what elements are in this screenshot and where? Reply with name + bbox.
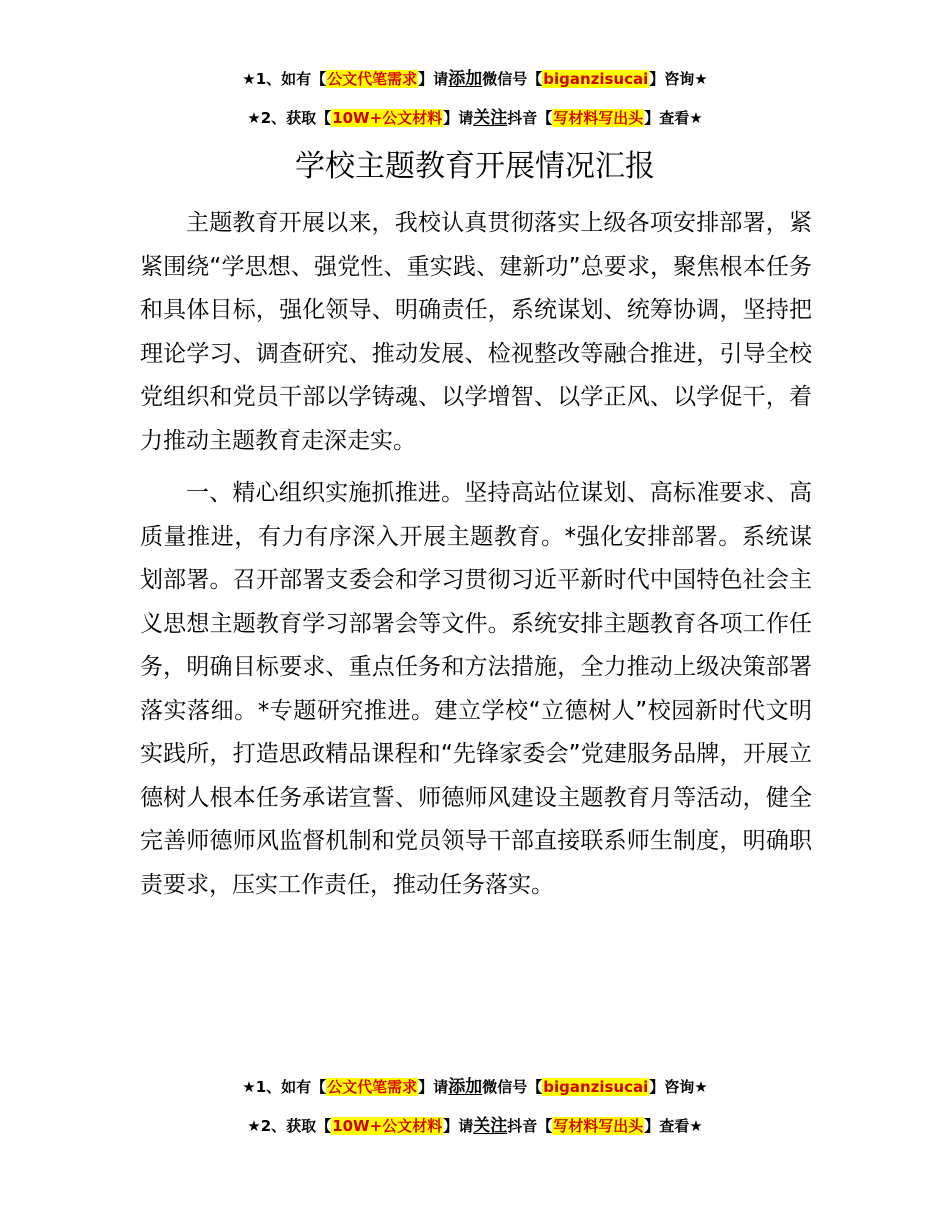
promo-text: 微信号【 [482,1078,543,1096]
promo-highlight-materials: 10W+公文材料 [332,1117,443,1135]
promo-prefix: ★2、获取【 [247,1117,332,1135]
promo-prefix: ★1、如有【 [242,70,327,88]
promo-highlight-materials: 10W+公文材料 [332,109,443,127]
promo-highlight-service: 公文代笔需求 [327,70,418,88]
promo-highlight-service: 公文代笔需求 [327,1078,418,1096]
promo-highlight-wechat-id: biganzisucai [543,70,649,88]
promo-emphasis: 添加 [448,69,483,89]
promo-text: 】请 [443,1117,474,1135]
footer-promo-line-2 [0,1115,950,1137]
header-promo-line-2 [0,107,950,129]
header-promo-line-1 [0,68,950,90]
promo-highlight-douyin-account: 写材料写出头 [553,1117,644,1135]
promo-suffix: 】咨询★ [649,70,708,88]
document-title: 学校主题教育开展情况汇报 [295,149,655,184]
promo-text: 】请 [418,70,449,88]
promo-prefix: ★1、如有【 [242,1078,327,1096]
promo-suffix: 】查看★ [644,1117,703,1135]
promo-text: 】请 [443,109,474,127]
body-paragraph-intro: 主题教育开展以来，我校认真贯彻落实上级各项安排部署，紧紧围绕“学思想、强党性、重实践、建新功”总要求，聚焦根本任务和具体目标，强化领导、明确责任，系统谋划、统筹协调，坚持把理论学习、调查研究、推动发展、检视整改等融合推进，引导全校党组织和党员干部以学铸魂、以学增智、以学正风、以学促干，着力推动主题教育走深走实。 [140,210,812,454]
promo-highlight-douyin-account: 写材料写出头 [553,109,644,127]
promo-text: 抖音【 [507,1117,553,1135]
promo-emphasis: 关注 [473,108,508,128]
promo-prefix: ★2、获取【 [247,109,332,127]
body-paragraph-section-1: 一、精心组织实施抓推进。坚持高站位谋划、高标准要求、高质量推进，有力有序深入开展主题教育。*强化安排部署。系统谋划部署。召开部署支委会和学习贯彻习近平新时代中国特色社会主义思想主题教育学习部署会等文件。系统安排主题教育各项工作任务，明确目标要求、重点任务和方法措施，全力推动上级决策部署落实落细。*专题研究推进。建立学校“立德树人”校园新时代文明实践所，打造思政精品课程和“先锋家委会”党建服务品牌，开展立德树人根本任务承诺宣誓、师德师风建设主题教育月等活动，健全完善师德师风监督机制和党员领导干部直接联系师生制度，明确职责要求，压实工作责任，推动任务落实。 [140,480,812,898]
promo-text: 抖音【 [507,109,553,127]
promo-text: 】请 [418,1078,449,1096]
promo-highlight-wechat-id: biganzisucai [543,1078,649,1096]
footer-promo-line-1 [0,1076,950,1098]
promo-suffix: 】咨询★ [649,1078,708,1096]
promo-emphasis: 关注 [473,1116,508,1136]
promo-text: 微信号【 [482,70,543,88]
promo-suffix: 】查看★ [644,109,703,127]
promo-emphasis: 添加 [448,1077,483,1097]
